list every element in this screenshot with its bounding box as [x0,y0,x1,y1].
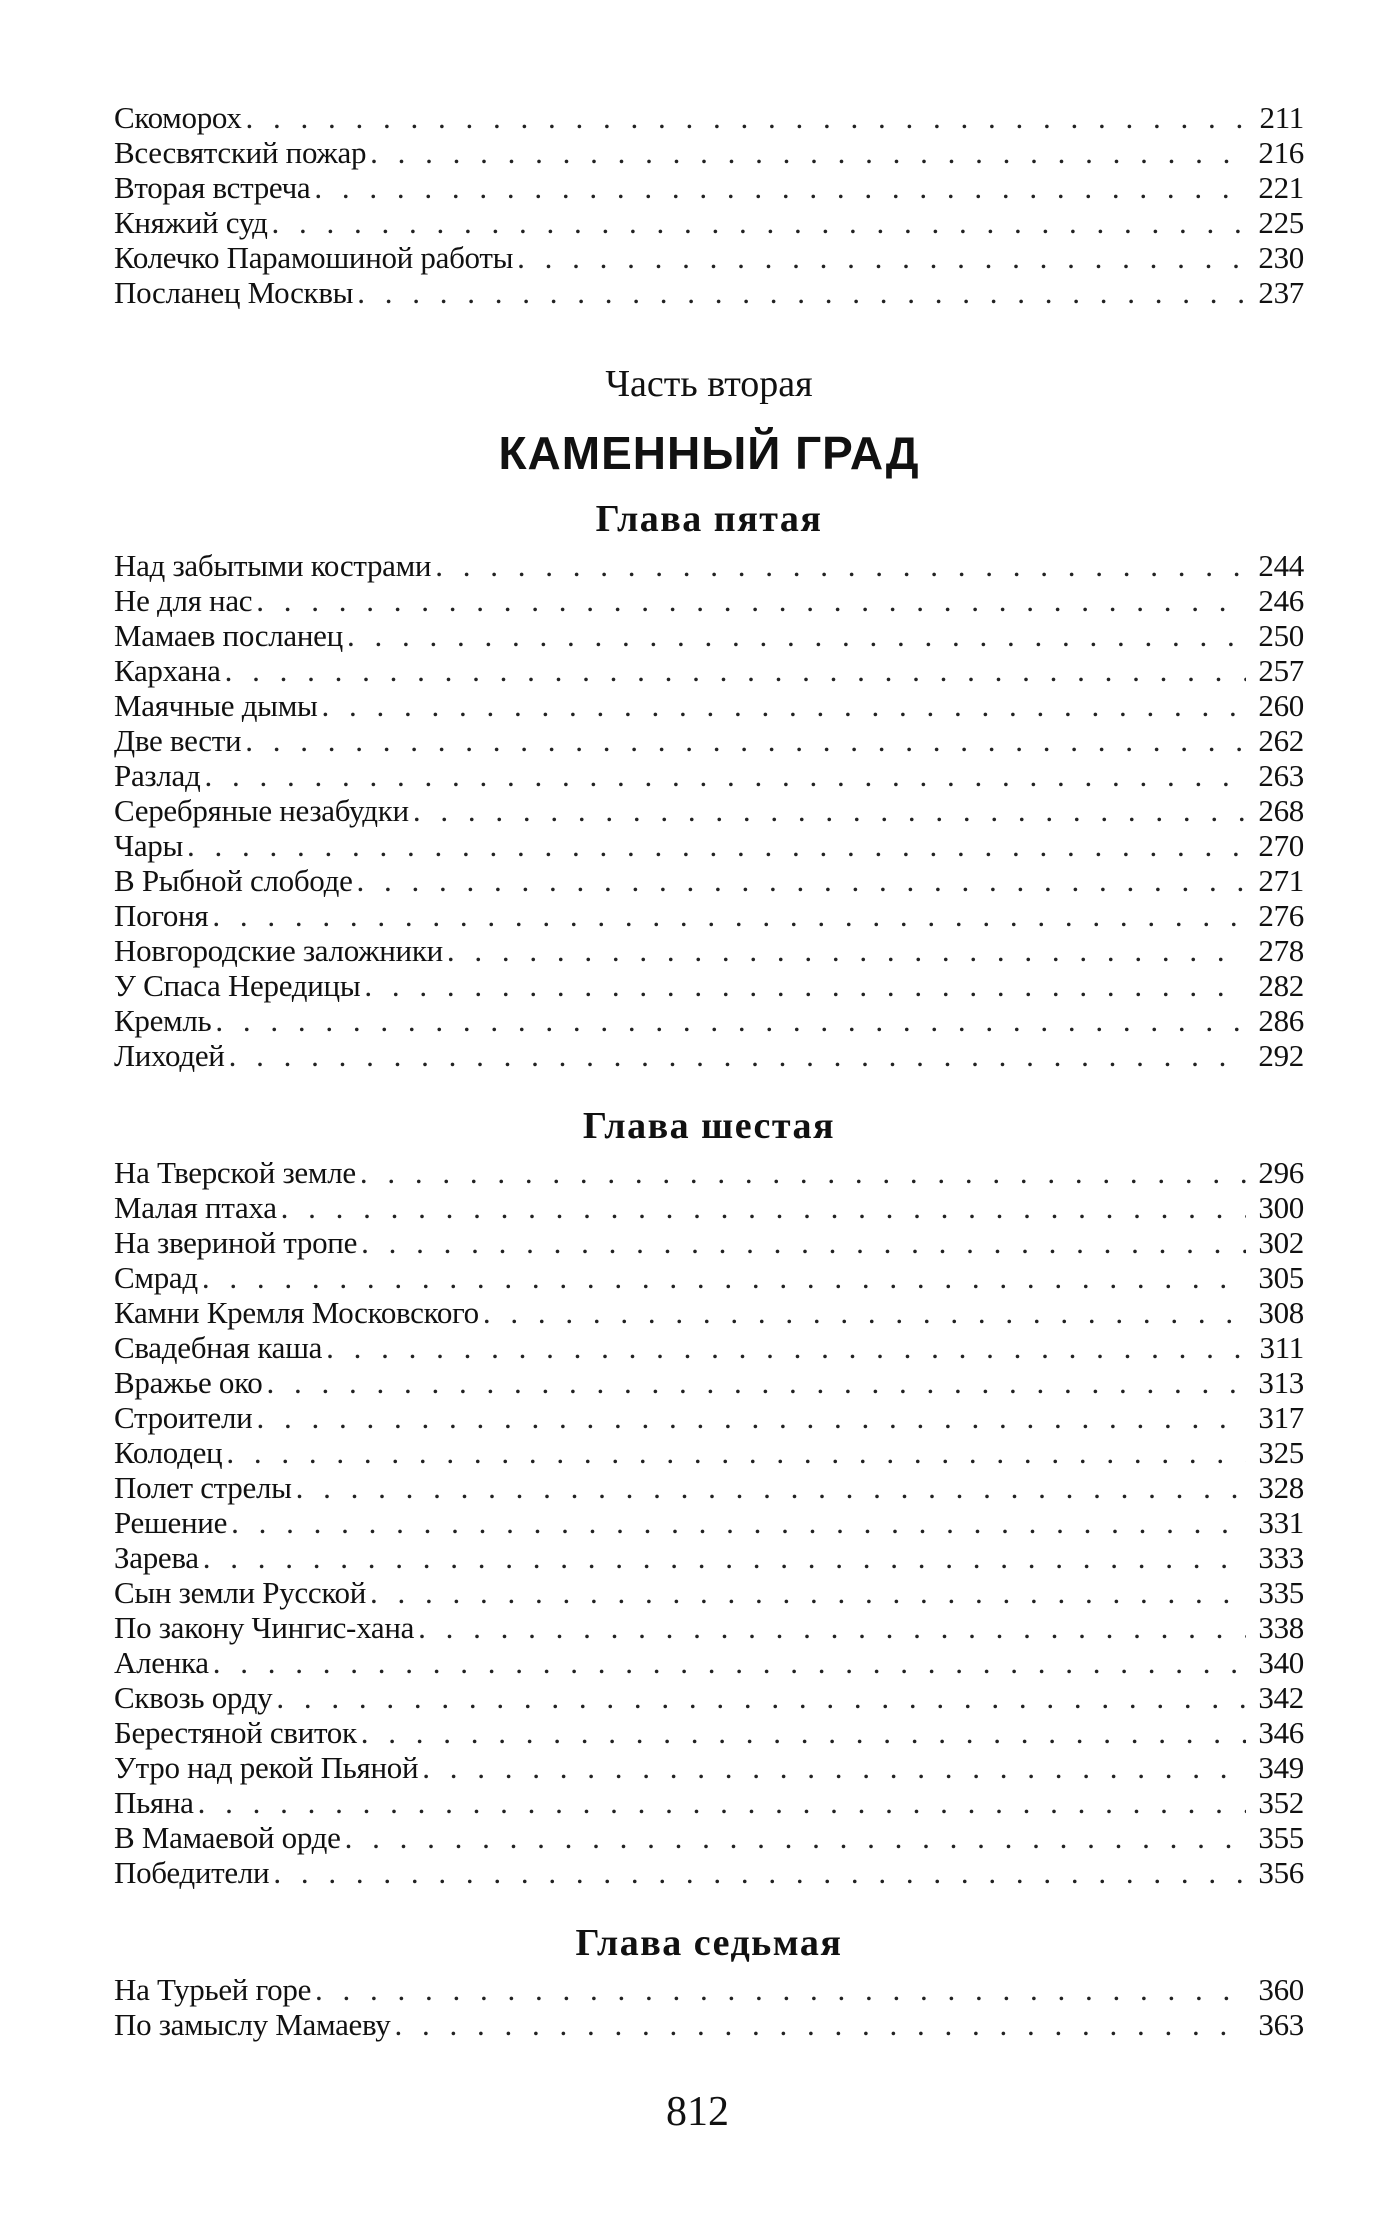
dot-leader [198,1785,1246,1820]
toc-entry-title: В Мамаевой орде [114,1820,341,1855]
toc-entry [114,1155,1304,1190]
toc-entry-page: 342 [1258,1680,1304,1715]
toc-list-chapter-5 [114,548,1304,1073]
toc-entry-title: Решение [114,1505,228,1540]
dot-leader [422,1750,1246,1785]
dot-leader [435,548,1246,583]
toc-entry-page: 317 [1258,1400,1304,1435]
dot-leader [413,793,1246,828]
toc-entry-page: 311 [1259,1330,1304,1365]
toc-entry-title: В Рыбной слободе [114,863,353,898]
toc-entry-title: Новгородские заложники [114,933,443,968]
dot-leader [345,1820,1246,1855]
toc-entry-page: 331 [1258,1505,1304,1540]
toc-entry [114,548,1304,583]
chapter-title: Глава седьмая [575,1922,843,1964]
toc-entry-title: По замыслу Мамаеву [114,2007,391,2042]
toc-entry [114,135,1304,170]
toc-entry-title: Полет стрелы [114,1470,292,1505]
toc-entry-title: Сын земли Русской [114,1575,367,1610]
dot-leader [326,1330,1246,1365]
toc-entry-page: 313 [1258,1365,1304,1400]
toc-entry-title: Зарева [114,1540,199,1575]
toc-entry [114,933,1304,968]
toc-entry-page: 356 [1258,1855,1304,1890]
toc-entry-title: Лиходей [114,1038,225,1073]
toc-entry-title: Над забытыми кострами [114,548,432,583]
toc-entry-page: 286 [1258,1003,1304,1038]
toc-entry [114,1680,1304,1715]
toc-entry-page: 338 [1258,1610,1304,1645]
toc-entry [114,240,1304,275]
dot-leader [517,240,1246,275]
toc-entry-title: Всесвятский пожар [114,135,367,170]
dot-leader [204,758,1246,793]
toc-entry-page: 305 [1258,1260,1304,1295]
toc-entry-title: Погоня [114,898,209,933]
dot-leader [226,1435,1246,1470]
toc-entry-page: 296 [1258,1155,1304,1190]
chapter-title: Глава шестая [582,1105,836,1147]
toc-entry-page: 244 [1258,548,1304,583]
toc-entry [114,793,1304,828]
toc-entry [114,1330,1304,1365]
toc-entry [114,1038,1304,1073]
toc-entry [114,100,1304,135]
dot-leader [213,1645,1246,1680]
toc-entry [114,1972,1304,2007]
toc-entry-page: 221 [1258,170,1304,205]
toc-entry-title: Сквозь орду [114,1680,273,1715]
toc-entry-title: Кархана [114,653,221,688]
toc-entry-page: 250 [1258,618,1304,653]
dot-leader [483,1295,1246,1330]
dot-leader [231,1505,1246,1540]
toc-entry-page: 225 [1258,205,1304,240]
toc-entry-page: 257 [1258,653,1304,688]
toc-entry-title: Аленка [114,1645,209,1680]
dot-leader [296,1470,1246,1505]
toc-entry-title: Кремль [114,1003,212,1038]
toc-entry [114,1855,1304,1890]
dot-leader [418,1610,1246,1645]
toc-list-chapter-7 [114,1972,1304,2042]
toc-entry [114,1505,1304,1540]
toc-entry-page: 300 [1258,1190,1304,1225]
toc-entry-title: Посланец Москвы [114,275,354,310]
toc-entry-title: Разлад [114,758,201,793]
toc-entry-page: 325 [1258,1435,1304,1470]
toc-entry [114,205,1304,240]
toc-entry [114,653,1304,688]
toc-entry-title: Берестяной свиток [114,1715,357,1750]
toc-entry [114,1645,1304,1680]
dot-leader [267,1365,1247,1400]
toc-entry-title: Победители [114,1855,270,1890]
toc-entry [114,1260,1304,1295]
toc-entry-title: Пьяна [114,1785,194,1820]
toc-entry-title: Колодец [114,1435,223,1470]
toc-entry-title: По закону Чингис-хана [114,1610,415,1645]
toc-entry [114,758,1304,793]
table-of-contents [114,100,1304,2042]
toc-entry-title: Скоморох [114,100,242,135]
toc-entry [114,968,1304,1003]
toc-entry-page: 349 [1258,1750,1304,1785]
toc-entry-title: Колечко Парамошиной работы [114,240,514,275]
toc-list-part-one-tail [114,100,1304,310]
toc-entry-page: 263 [1258,758,1304,793]
page-number: 812 [666,2089,729,2135]
toc-entry-page: 278 [1258,933,1304,968]
toc-entry [114,2007,1304,2042]
toc-entry-page: 211 [1259,100,1304,135]
toc-entry-title: Княжий суд [114,205,268,240]
toc-entry-page: 271 [1258,863,1304,898]
toc-entry [114,170,1304,205]
toc-entry [114,688,1304,723]
toc-entry [114,1400,1304,1435]
toc-entry [114,1750,1304,1785]
dot-leader [364,968,1246,1003]
dot-leader [447,933,1246,968]
toc-entry-page: 328 [1258,1470,1304,1505]
dot-leader [315,1972,1246,2007]
toc-entry [114,1365,1304,1400]
dot-leader [314,170,1246,205]
toc-entry-page: 352 [1258,1785,1304,1820]
dot-leader [245,723,1246,758]
part-label: Часть вторая [605,363,813,405]
toc-entry [114,828,1304,863]
dot-leader [273,1855,1246,1890]
toc-entry-title: Серебряные незабудки [114,793,409,828]
toc-entry-title: Не для нас [114,583,253,618]
toc-entry-page: 270 [1258,828,1304,863]
toc-entry [114,1225,1304,1260]
toc-entry-page: 292 [1258,1038,1304,1073]
toc-entry-title: Свадебная каша [114,1330,323,1365]
toc-entry [114,898,1304,933]
toc-entry-title: Утро над рекой Пьяной [114,1750,419,1785]
toc-entry-page: 360 [1258,1972,1304,2007]
toc-entry-page: 308 [1258,1295,1304,1330]
dot-leader [360,1155,1246,1190]
chapter-title: Глава пятая [595,498,823,540]
toc-list-chapter-6 [114,1155,1304,1890]
toc-entry [114,863,1304,898]
toc-entry [114,1295,1304,1330]
dot-leader [395,2007,1247,2042]
toc-entry-page: 216 [1258,135,1304,170]
toc-entry-page: 230 [1258,240,1304,275]
toc-entry-title: Малая птаха [114,1190,277,1225]
toc-entry [114,1470,1304,1505]
toc-entry [114,618,1304,653]
toc-entry-page: 333 [1258,1540,1304,1575]
toc-entry-title: Строители [114,1400,253,1435]
toc-entry-title: Маячные дымы [114,688,318,723]
dot-leader [370,1575,1246,1610]
toc-entry-title: Камни Кремля Московского [114,1295,479,1330]
toc-entry [114,583,1304,618]
toc-entry-title: Вторая встреча [114,170,311,205]
toc-entry [114,723,1304,758]
toc-entry-page: 262 [1258,723,1304,758]
dot-leader [357,863,1246,898]
dot-leader [202,1260,1246,1295]
toc-entry [114,275,1304,310]
part-title: КАМЕННЫЙ ГРАД [498,427,920,479]
dot-leader [203,1540,1246,1575]
toc-entry-page: 246 [1258,583,1304,618]
toc-entry-title: У Спаса Нередицы [114,968,361,1003]
dot-leader [272,205,1246,240]
toc-entry-page: 268 [1258,793,1304,828]
dot-leader [215,1003,1246,1038]
toc-entry-title: На Турьей горе [114,1972,312,2007]
toc-entry-title: На Тверской земле [114,1155,356,1190]
toc-entry-page: 282 [1258,968,1304,1003]
toc-entry [114,1003,1304,1038]
toc-entry-title: На звериной тропе [114,1225,358,1260]
toc-entry-page: 237 [1258,275,1304,310]
toc-entry-page: 340 [1258,1645,1304,1680]
dot-leader [322,688,1246,723]
toc-entry [114,1820,1304,1855]
dot-leader [276,1680,1246,1715]
dot-leader [361,1225,1246,1260]
dot-leader [212,898,1246,933]
toc-entry [114,1610,1304,1645]
dot-leader [187,828,1246,863]
toc-entry [114,1435,1304,1470]
toc-entry-title: Чары [114,828,184,863]
toc-entry-page: 276 [1258,898,1304,933]
toc-entry [114,1190,1304,1225]
dot-leader [246,100,1246,135]
toc-entry-page: 355 [1258,1820,1304,1855]
toc-entry-title: Две вести [114,723,242,758]
toc-entry [114,1785,1304,1820]
toc-entry-title: Мамаев посланец [114,618,343,653]
toc-entry-page: 346 [1258,1715,1304,1750]
dot-leader [370,135,1246,170]
toc-entry [114,1715,1304,1750]
dot-leader [225,653,1246,688]
toc-entry-page: 302 [1258,1225,1304,1260]
dot-leader [256,583,1246,618]
dot-leader [256,1400,1246,1435]
toc-entry [114,1540,1304,1575]
toc-entry [114,1575,1304,1610]
toc-entry-page: 363 [1258,2007,1304,2042]
toc-entry-page: 335 [1258,1575,1304,1610]
dot-leader [357,275,1246,310]
dot-leader [229,1038,1246,1073]
toc-entry-title: Вражье око [114,1365,263,1400]
dot-leader [347,618,1246,653]
dot-leader [281,1190,1246,1225]
toc-entry-title: Смрад [114,1260,198,1295]
dot-leader [361,1715,1246,1750]
toc-entry-page: 260 [1258,688,1304,723]
